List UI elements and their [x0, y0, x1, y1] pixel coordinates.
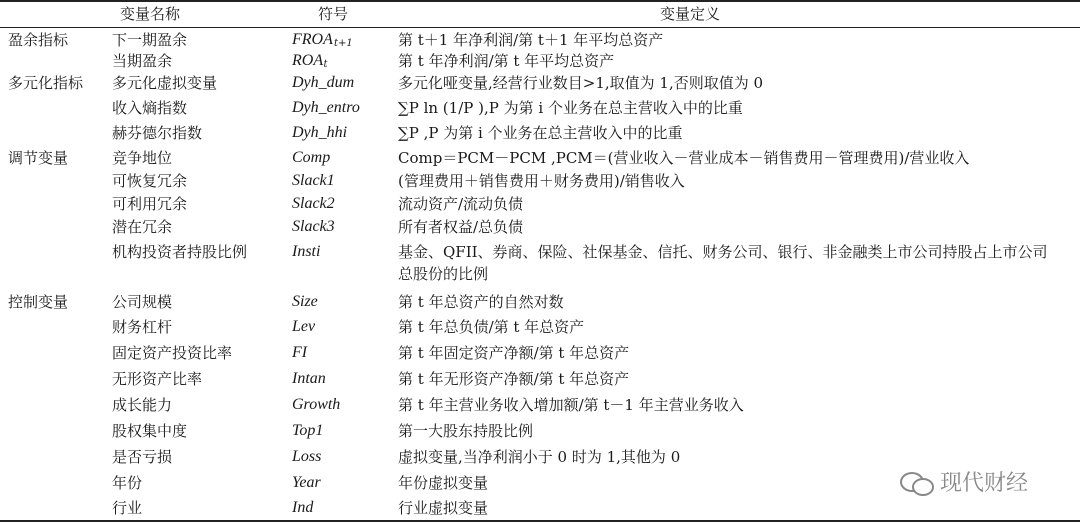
row-definition: 第 t 年主营业务收入增加额/第 t－1 年主营业务收入 — [398, 396, 744, 414]
row-definition: 所有者权益/总负债 — [398, 218, 524, 236]
row-symbol: Loss — [292, 448, 322, 465]
row-definition-continued: 总股份的比例 — [398, 265, 489, 283]
row-variable-name: 赫芬德尔指数 — [112, 124, 203, 142]
watermark-text: 现代财经 — [940, 471, 1029, 496]
row-symbol: Slack2 — [292, 195, 335, 212]
row-variable-name: 财务杠杆 — [112, 318, 173, 336]
header-symbol: 符号 — [318, 5, 349, 23]
row-symbol: Growth — [292, 396, 341, 413]
row-symbol: Ind — [292, 499, 314, 516]
header-variable-name: 变量名称 — [120, 5, 181, 23]
wechat-icon — [900, 470, 934, 494]
row-definition: 多元化哑变量,经营行业数目>1,取值为 1,否则取值为 0 — [398, 74, 764, 92]
row-variable-name: 成长能力 — [112, 396, 173, 414]
row-variable-name: 多元化虚拟变量 — [112, 74, 218, 92]
row-definition: 基金、QFII、券商、保险、社保基金、信托、财务公司、银行、非金融类上市公司持股占上市公司 — [398, 243, 1048, 261]
row-definition: 流动资产/流动负债 — [398, 195, 524, 213]
row-variable-name: 可恢复冗余 — [112, 172, 188, 190]
row-category: 控制变量 — [8, 293, 69, 311]
row-definition: 第一大股东持股比例 — [398, 422, 534, 440]
row-symbol: Comp — [292, 149, 331, 166]
row-symbol: Dyh_entro — [292, 99, 360, 116]
row-definition: ∑P ,P 为第 i 个业务在总主营收入中的比重 — [398, 124, 683, 142]
row-variable-name: 下一期盈余 — [112, 31, 188, 49]
row-definition: 第 t 年净利润/第 t 年平均总资产 — [398, 52, 615, 70]
row-variable-name: 可利用冗余 — [112, 195, 188, 213]
row-category: 多元化指标 — [8, 74, 84, 92]
header-definition: 变量定义 — [660, 5, 721, 23]
row-symbol: Size — [292, 293, 318, 310]
row-symbol: FROA — [292, 31, 333, 48]
row-variable-name: 是否亏损 — [112, 448, 173, 466]
table-top-rule — [0, 0, 1080, 2]
row-symbol: Insti — [292, 243, 321, 260]
watermark — [900, 466, 1028, 497]
row-symbol: Intan — [292, 370, 326, 387]
row-variable-name: 当期盈余 — [112, 52, 173, 70]
row-definition: 第 t 年固定资产净额/第 t 年总资产 — [398, 344, 630, 362]
row-definition: 第 t 年总负债/第 t 年总资产 — [398, 318, 585, 336]
row-symbol: Top1 — [292, 422, 324, 439]
row-variable-name: 竞争地位 — [112, 149, 173, 167]
row-category: 盈余指标 — [8, 31, 69, 49]
row-variable-name: 收入熵指数 — [112, 99, 188, 117]
row-symbol: Year — [292, 474, 321, 491]
row-symbol: Dyh_hhi — [292, 124, 348, 141]
row-symbol: Slack3 — [292, 218, 335, 235]
row-definition: 虚拟变量,当净利润小于 0 时为 1,其他为 0 — [398, 448, 681, 466]
row-category: 调节变量 — [8, 149, 69, 167]
row-symbol-subscript: t+1 — [334, 38, 353, 49]
row-variable-name: 行业 — [112, 499, 143, 517]
row-definition: 第 t＋1 年净利润/第 t＋1 年平均总资产 — [398, 31, 664, 49]
row-variable-name: 机构投资者持股比例 — [112, 243, 248, 261]
row-symbol: Slack1 — [292, 172, 335, 189]
row-definition: 年份虚拟变量 — [398, 474, 489, 492]
row-definition: (管理费用＋销售费用＋财务费用)/销售收入 — [398, 172, 685, 190]
row-symbol: FI — [292, 344, 308, 361]
row-definition: 第 t 年无形资产净额/第 t 年总资产 — [398, 370, 630, 388]
table-header-rule — [0, 27, 1080, 28]
row-variable-name: 潜在冗余 — [112, 218, 173, 236]
row-variable-name: 股权集中度 — [112, 422, 188, 440]
row-symbol-subscript: t — [323, 59, 328, 70]
row-variable-name: 无形资产比率 — [112, 370, 203, 388]
row-variable-name: 固定资产投资比率 — [112, 344, 233, 362]
row-symbol: Lev — [292, 318, 316, 335]
row-variable-name: 公司规模 — [112, 293, 173, 311]
row-definition: ∑P ln (1/P ),P 为第 i 个业务在总主营收入中的比重 — [398, 99, 743, 117]
row-variable-name: 年份 — [112, 474, 143, 492]
row-definition: 行业虚拟变量 — [398, 499, 489, 517]
row-definition: Comp＝PCM－PCM ,PCM＝(营业收入－营业成本－销售费用－管理费用)/营业收入 — [398, 149, 970, 167]
row-symbol: Dyh_dum — [292, 74, 355, 91]
row-definition: 第 t 年总资产的自然对数 — [398, 293, 564, 311]
row-symbol: ROA — [292, 52, 324, 69]
table-bottom-rule — [0, 520, 1080, 522]
